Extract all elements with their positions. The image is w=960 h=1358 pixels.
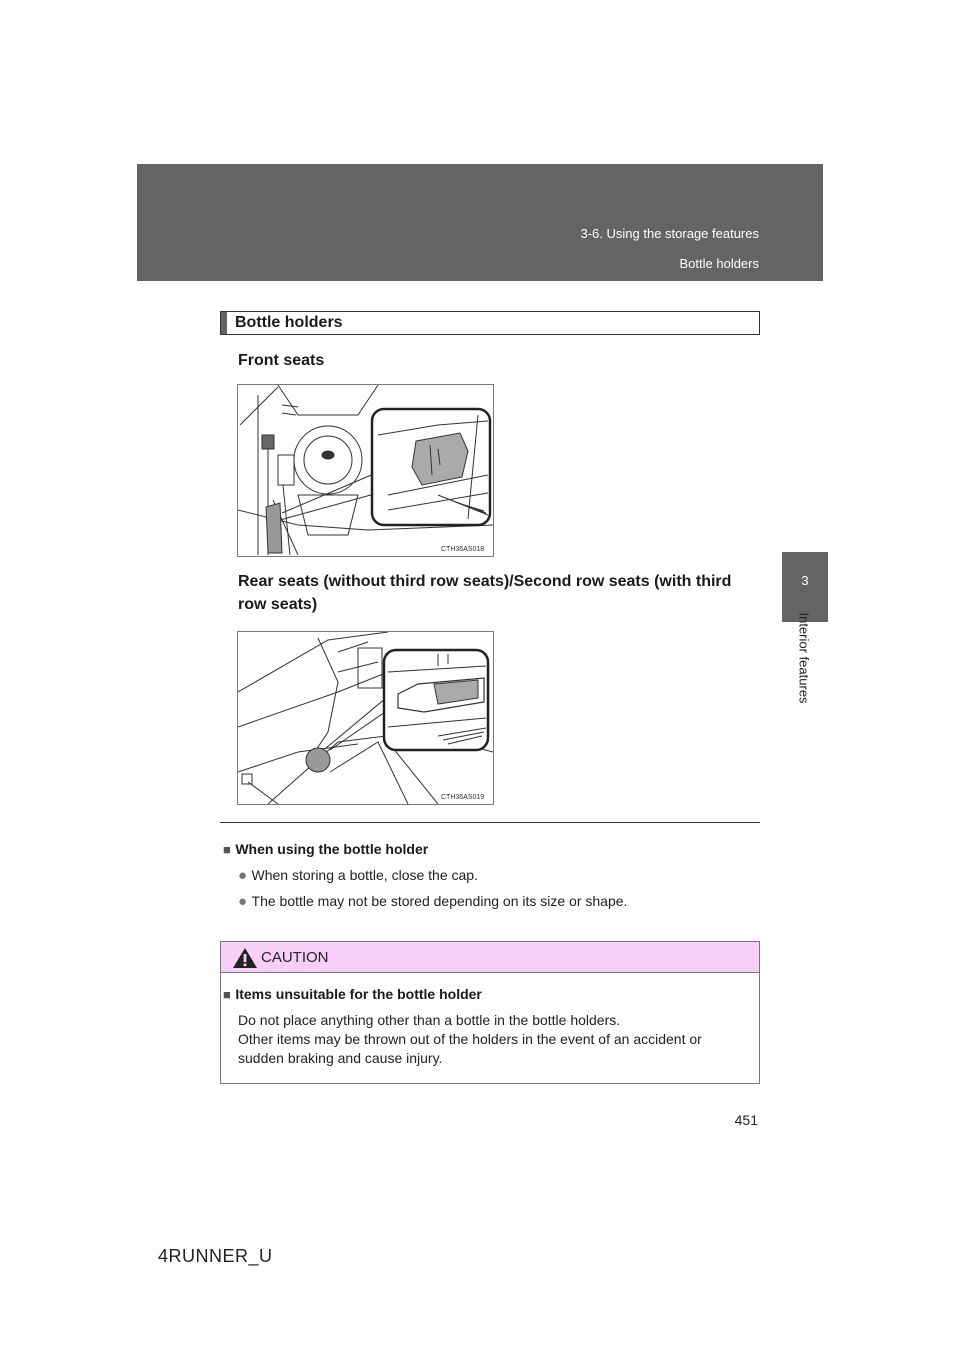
front-seats-illustration (237, 384, 494, 557)
caution-box (220, 941, 760, 1084)
square-bullet-icon: ■ (223, 987, 231, 1002)
page-number: 451 (734, 1112, 758, 1128)
section-heading-bar (221, 312, 227, 334)
rear-seats-illustration (237, 631, 494, 805)
section-divider (220, 822, 760, 823)
chapter-number: 3 (801, 573, 809, 588)
section-heading-text: Bottle holders (235, 314, 343, 331)
note-item (238, 867, 478, 885)
note-item-text: The bottle may not be stored depending on its size or shape. (251, 893, 628, 909)
front-seats-drawing (238, 385, 493, 556)
note-item (238, 893, 627, 911)
caution-title-row (223, 986, 482, 1004)
section-heading (220, 311, 760, 335)
dot-bullet-icon: ● (238, 893, 248, 910)
chapter-tab[interactable] (782, 552, 828, 622)
chapter-label: Interior features (796, 612, 812, 704)
header-subsection-title: Bottle holders (679, 256, 759, 271)
header-section-title: 3-6. Using the storage features (580, 226, 759, 241)
rear-seats-heading-line1: Rear seats (without third row seats)/Second row seats (with third (238, 573, 732, 590)
note-title: When using the bottle holder (235, 841, 429, 857)
note-title-row (223, 841, 428, 859)
dot-bullet-icon: ● (238, 867, 248, 884)
front-seats-heading: Front seats (238, 352, 325, 369)
caution-text-line1: Do not place anything other than a bottle in the bottle holders. (238, 1012, 621, 1028)
caution-title: Items unsuitable for the bottle holder (235, 986, 482, 1002)
caution-label: CAUTION (261, 949, 329, 966)
front-figure-code: CTH36AS018 (441, 546, 485, 553)
warning-triangle-icon (232, 947, 258, 969)
footer-model-code: 4RUNNER_U (158, 1246, 273, 1266)
rear-seats-heading-line2: row seats) (238, 596, 318, 613)
caution-text-line3: sudden braking and cause injury. (238, 1050, 443, 1066)
rear-figure-code: CTH36AS019 (441, 794, 485, 801)
note-item-text: When storing a bottle, close the cap. (251, 867, 478, 883)
caution-text-line2: Other items may be thrown out of the holders in the event of an accident or (238, 1031, 702, 1047)
rear-seats-drawing (238, 632, 493, 804)
caution-header (221, 942, 759, 973)
square-bullet-icon: ■ (223, 842, 231, 857)
